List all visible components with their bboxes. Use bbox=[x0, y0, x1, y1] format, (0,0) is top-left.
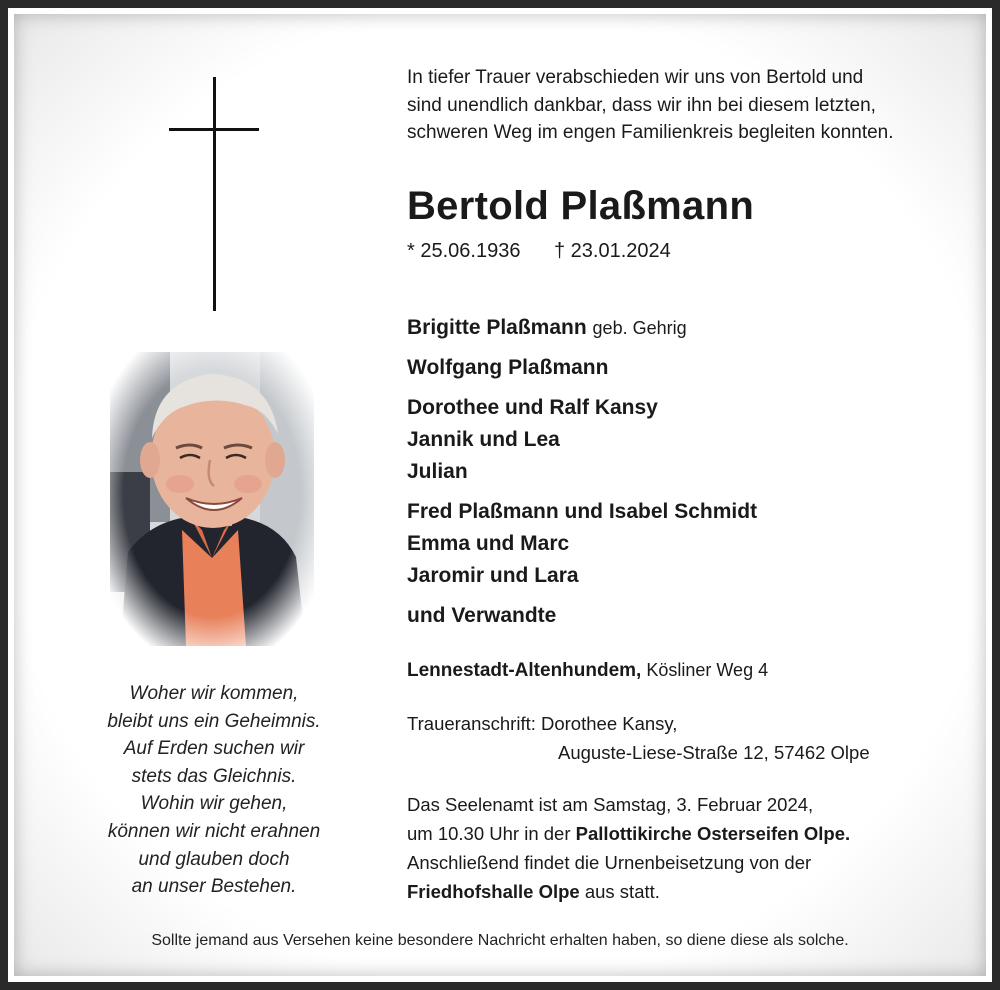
poem bbox=[74, 680, 354, 901]
life-dates bbox=[407, 240, 967, 263]
service-info bbox=[407, 790, 967, 906]
family-line: Julian bbox=[407, 460, 468, 483]
poem-line: stets das Gleichnis. bbox=[131, 765, 297, 787]
address-street: Auguste-Liese-Straße 12, 57462 Olpe bbox=[558, 742, 870, 763]
residence bbox=[407, 660, 967, 682]
service-time: um 10.30 Uhr in der bbox=[407, 823, 576, 844]
portrait-illustration bbox=[110, 352, 314, 646]
service-line bbox=[407, 819, 967, 848]
mourning-address bbox=[407, 709, 967, 767]
deceased-name: Bertold Plaßmann bbox=[407, 184, 755, 228]
birth-date: * 25.06.1936 bbox=[407, 240, 521, 262]
intro-line: sind unendlich dankbar, dass wir ihn bei diesem letzten, bbox=[407, 94, 876, 116]
poem-line: können wir nicht erahnen bbox=[107, 820, 321, 842]
family-line: Emma und Marc bbox=[407, 532, 570, 555]
poem-line: Wohin wir gehen, bbox=[140, 793, 288, 815]
poem-line: an unser Bestehen. bbox=[131, 876, 297, 898]
intro-line: schweren Weg im engen Familienkreis begleiten konnten. bbox=[407, 122, 894, 143]
family-line: Jaromir und Lara bbox=[407, 564, 579, 587]
intro-line: In tiefer Trauer verabschieden wir uns von Bertold und bbox=[407, 67, 864, 88]
family-name: Brigitte Plaßmann bbox=[407, 316, 587, 339]
family-line: Dorothee und Ralf Kansy bbox=[407, 396, 658, 419]
service-line: Anschließend findet die Urnenbeisetzung von der bbox=[407, 852, 812, 873]
poem-line: Woher wir kommen, bbox=[129, 683, 299, 704]
poem-line: bleibt uns ein Geheimnis. bbox=[107, 710, 321, 732]
church-name: Pallottikirche Osterseifen Olpe. bbox=[575, 823, 851, 844]
service-end: aus statt. bbox=[579, 881, 660, 902]
residence-street: Kösliner Weg 4 bbox=[646, 660, 769, 680]
address-label: Traueranschrift: Dorothee Kansy, bbox=[407, 713, 678, 734]
family-note: geb. Gehrig bbox=[592, 318, 687, 338]
footer-note: Sollte jemand aus Versehen keine besondere Nachricht erhalten haben, so diene diese als solche. bbox=[151, 932, 849, 949]
portrait-photo bbox=[110, 352, 314, 646]
poem-line: Auf Erden suchen wir bbox=[123, 738, 305, 760]
family-line: Wolfgang Plaßmann bbox=[407, 356, 609, 379]
residence-town: Lennestadt-Altenhundem, bbox=[407, 660, 642, 681]
family-line: Fred Plaßmann und Isabel Schmidt bbox=[407, 500, 758, 523]
intro-text bbox=[407, 64, 967, 147]
cross-vertical bbox=[213, 77, 216, 311]
obituary-frame bbox=[8, 8, 992, 982]
family-line: Jannik und Lea bbox=[407, 428, 560, 451]
death-date: † 23.01.2024 bbox=[554, 240, 671, 262]
cross-horizontal bbox=[169, 128, 259, 131]
service-line: Das Seelenamt ist am Samstag, 3. Februar 2024, bbox=[407, 794, 814, 815]
family-line bbox=[407, 316, 967, 340]
poem-line: und glauben doch bbox=[138, 848, 290, 870]
obituary-card bbox=[14, 14, 986, 976]
service-line bbox=[407, 877, 967, 906]
cemetery-hall: Friedhofshalle Olpe bbox=[407, 881, 580, 902]
family-line: und Verwandte bbox=[407, 604, 557, 627]
